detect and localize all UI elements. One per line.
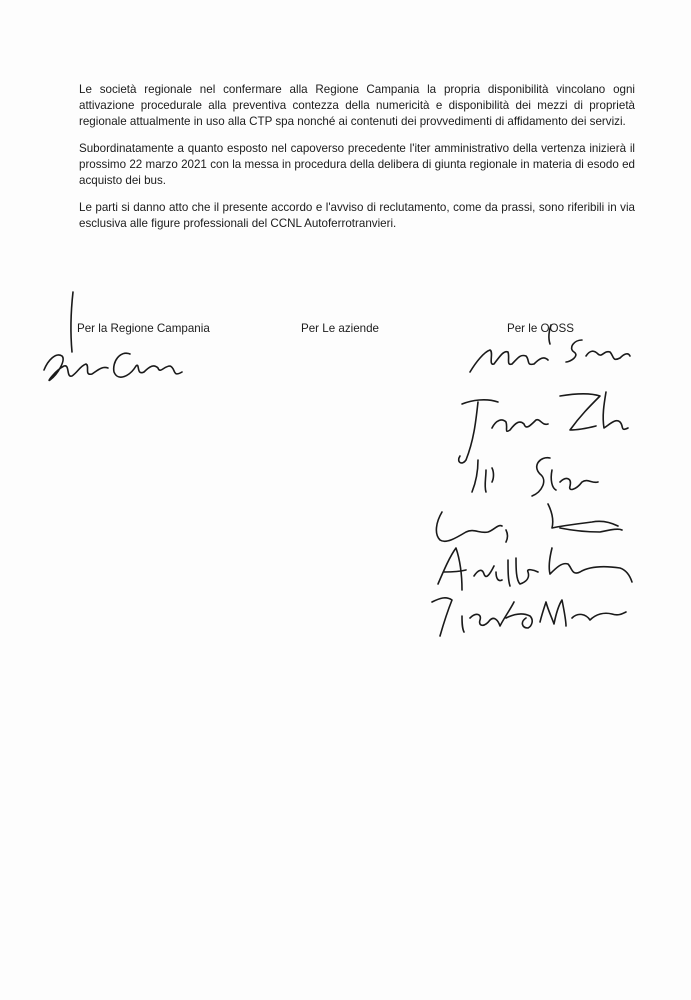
signature-ooss-6 <box>432 598 626 636</box>
signature-ooss-2 <box>459 392 628 463</box>
paragraph-parti: Le parti si danno atto che il presente accordo e l'avviso di reclutamento, come da prassi, sono riferibili in via esclusiva alle figure professionali del CCNL Autoferrotranvieri. <box>79 201 635 230</box>
signature-ooss-4 <box>436 504 622 542</box>
paragraph-iter: Subordinatamente a quanto esposto nel capoverso precedente l'iter amministrativo della vertenza inizierà il prossimo 22 marzo 2021 con la messa in procedura della delibera di giunta regionale in materia di esodo ed acquisto dei bus. <box>79 142 635 187</box>
document-body <box>79 82 635 243</box>
signature-label-aziende: Per Le aziende <box>301 322 379 335</box>
signature-label-ooss: Per le OOSS <box>507 322 575 335</box>
signature-ooss-3 <box>472 458 598 496</box>
paragraph-conferma: Le società regionale nel confermare alla Regione Campania la propria disponibilità vincolano ogni attivazione procedurale alla preventiva contezza della numericità e disponibilità dei mezzi di proprietà regionale attualmente in uso alla CTP spa nonché ai contenuti dei provvedimenti di affidamento dei servizi. <box>79 83 635 128</box>
signature-ooss-5 <box>438 548 632 590</box>
signature-label-regione: Per la Regione Campania <box>77 322 210 335</box>
